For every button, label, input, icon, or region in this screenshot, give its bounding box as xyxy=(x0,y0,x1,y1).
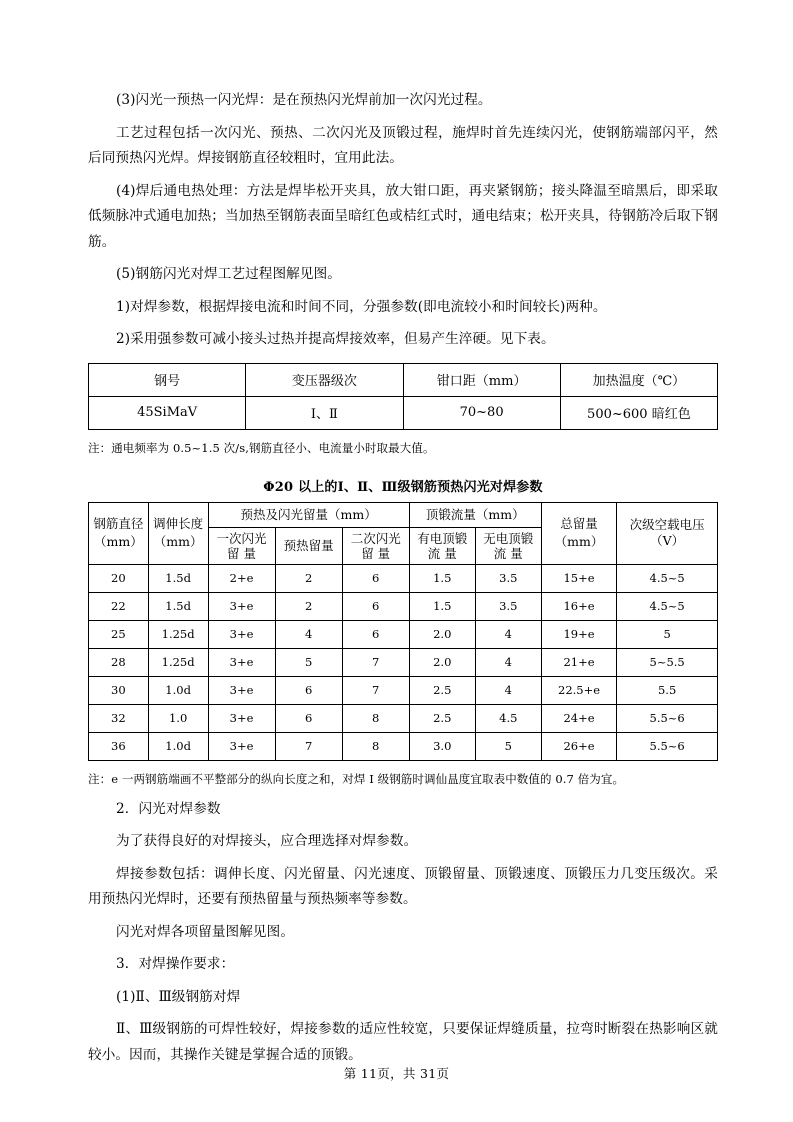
label-line1: 一次闪光 xyxy=(216,530,267,546)
cell: 1.0 xyxy=(148,704,208,732)
table-row xyxy=(89,732,718,760)
cell: 1.0d xyxy=(148,732,208,760)
cell: 25 xyxy=(89,620,149,648)
cell: 2.5 xyxy=(409,704,475,732)
label-line2: 留 量 xyxy=(227,545,257,561)
table-row xyxy=(89,648,718,676)
table2-header-bar-diameter xyxy=(89,502,149,564)
paragraph-6: 2)采用强参数可减小接头过热并提高焊接效率，但易产生淬硬。见下表。 xyxy=(116,331,555,347)
cell: 2+e xyxy=(208,564,275,592)
cell: 2.5 xyxy=(409,676,475,704)
paragraph-13: Ⅱ、Ⅲ级钢筋的可焊性较好，焊接参数的适应性较宽，只要保证焊缝质量，拉弯时断裂在热影响区就较小。因而，其操作关键是掌握合适的顶锻。 xyxy=(88,1021,718,1063)
cell: 15+e xyxy=(541,564,616,592)
table-row xyxy=(89,396,718,429)
cell: 1.5 xyxy=(409,592,475,620)
label-line2: （mm） xyxy=(153,534,203,549)
cell: 24+e xyxy=(541,704,616,732)
cell: 1.0d xyxy=(148,676,208,704)
table2-header-secondary-voltage xyxy=(617,502,718,564)
cell: 28 xyxy=(89,648,149,676)
cell: 30 xyxy=(89,676,149,704)
cell: 21+e xyxy=(541,648,616,676)
cell: 6 xyxy=(342,564,409,592)
paragraph-2: 工艺过程包括一次闪光、预热、二次闪光及顶锻过程，施焊时首先连续闪光，使钢筋端部闪平，然后同预热闪光焊。焊接钢筋直径较粗时，宜用此法。 xyxy=(88,124,718,166)
label-line1: 二次闪光 xyxy=(350,530,401,546)
cell: 3+e xyxy=(208,676,275,704)
cell: 7 xyxy=(342,676,409,704)
cell: 16+e xyxy=(541,592,616,620)
cell: 7 xyxy=(342,648,409,676)
cell: 22.5+e xyxy=(541,676,616,704)
cell: 1.5d xyxy=(148,564,208,592)
cell: 6 xyxy=(275,676,342,704)
cell: 7 xyxy=(275,732,342,760)
table-row xyxy=(89,592,718,620)
label-line2: 流 量 xyxy=(427,545,457,561)
cell: 5 xyxy=(475,732,541,760)
cell: 32 xyxy=(89,704,149,732)
label-line1: 有电顶锻 xyxy=(417,530,468,546)
table2-header-preheat-allowance: 预热留量 xyxy=(275,527,342,564)
cell: 3+e xyxy=(208,648,275,676)
cell: 4.5~5 xyxy=(617,592,718,620)
table2-header-powered-upset xyxy=(409,527,475,564)
table2-header-group-preheat-flash: 预热及闪光留量（mm） xyxy=(208,502,409,527)
welding-parameters-table-2 xyxy=(88,502,718,761)
paragraph-1: (3)闪光一预热一闪光焊：是在预热闪光焊前加一次闪光过程。 xyxy=(116,92,492,108)
paragraph-11: 3．对焊操作要求： xyxy=(116,956,235,972)
table1-container xyxy=(88,363,718,430)
label-line2: 流 量 xyxy=(493,545,523,561)
cell: 4 xyxy=(275,620,342,648)
table-row xyxy=(89,676,718,704)
label-line1: 调伸长度 xyxy=(153,516,204,531)
label-line1: 次级空载电压 xyxy=(629,517,705,532)
label-line1: 钢筋直径 xyxy=(93,516,144,531)
cell: 20 xyxy=(89,564,149,592)
table1-cell-0-2: 70~80 xyxy=(403,396,560,429)
cell: 5 xyxy=(617,620,718,648)
cell: 5.5 xyxy=(617,676,718,704)
cell: 3.5 xyxy=(475,592,541,620)
cell: 5 xyxy=(275,648,342,676)
cell: 2 xyxy=(275,564,342,592)
table-row xyxy=(89,704,718,732)
label-line2: （mm） xyxy=(94,534,143,549)
paragraph-7: 2．闪光对焊参数 xyxy=(116,800,221,817)
label-line2: （V） xyxy=(650,533,685,548)
cell: 4.5 xyxy=(475,704,541,732)
table1-cell-0-1: Ⅰ、Ⅱ xyxy=(246,396,403,429)
cell: 3.5 xyxy=(475,564,541,592)
label-line2: 留 量 xyxy=(361,545,391,561)
cell: 19+e xyxy=(541,620,616,648)
table2-note: 注：e 一两钢筋端画不平整部分的纵向长度之和，对焊 I 级钢筋时调仙昷度宜取表中数值的 0.7 倍为宜。 xyxy=(88,771,625,786)
cell: 3+e xyxy=(208,592,275,620)
table2-header-group-upset: 顶锻流量（mm） xyxy=(409,502,541,527)
cell: 2.0 xyxy=(409,648,475,676)
table-row xyxy=(89,620,718,648)
table1-header-cell-0: 钢号 xyxy=(89,363,246,396)
cell: 1.5 xyxy=(409,564,475,592)
cell: 5~5.5 xyxy=(617,648,718,676)
table1-header-cell-3: 加热温度（℃） xyxy=(560,363,717,396)
cell: 2.0 xyxy=(409,620,475,648)
cell: 2 xyxy=(275,592,342,620)
label-line2: （mm） xyxy=(554,534,604,549)
cell: 1.25d xyxy=(148,620,208,648)
paragraph-5: 1)对焊参数，根据焊接电流和时间不同，分强参数(即电流较小和时间较长)两种。 xyxy=(116,298,607,315)
table1-cell-0-3: 500~600 暗红色 xyxy=(560,396,717,429)
table2-title: Φ20 以上的Ⅰ、Ⅱ、Ⅲ级钢筋预热闪光对焊参数 xyxy=(263,479,543,495)
cell: 8 xyxy=(342,704,409,732)
table2-header-unpowered-upset xyxy=(475,527,541,564)
cell: 26+e xyxy=(541,732,616,760)
cell: 4.5~5 xyxy=(617,564,718,592)
table-row-header-group xyxy=(89,502,718,527)
cell: 4 xyxy=(475,648,541,676)
table1-cell-0-0: 45SiMaV xyxy=(89,396,246,429)
table-row-header xyxy=(89,363,718,396)
cell: 6 xyxy=(342,620,409,648)
label-line1: 无电顶锻 xyxy=(483,530,534,546)
cell: 6 xyxy=(275,704,342,732)
cell: 5.5~6 xyxy=(617,704,718,732)
page-footer: 第 11页，共 31页 xyxy=(343,1066,450,1081)
paragraph-3: (4)焊后通电热处理：方法是焊毕松开夹具，放大钳口距，再夹紧钢筋；接头降温至暗黑后，即采取低频脉冲式通电加热；当加热至钢筋表面呈暗红色或桔红式时，通电结束；松开夹具，待钢筋冷后取下钢筋。 xyxy=(88,182,718,250)
paragraph-4: (5)钢筋闪光对焊工艺过程图解见图。 xyxy=(116,266,341,282)
cell: 1.25d xyxy=(148,648,208,676)
cell: 6 xyxy=(342,592,409,620)
cell: 3.0 xyxy=(409,732,475,760)
welding-parameters-table-1 xyxy=(88,363,718,430)
table1-header-cell-1: 变压器级次 xyxy=(246,363,403,396)
cell: 22 xyxy=(89,592,149,620)
table1-header-cell-2: 钳口距（mm） xyxy=(403,363,560,396)
paragraph-8: 为了获得良好的对焊接头，应合理选择对焊参数。 xyxy=(116,833,418,849)
cell: 5.5~6 xyxy=(617,732,718,760)
cell: 4 xyxy=(475,620,541,648)
cell: 3+e xyxy=(208,704,275,732)
table2-header-extension-length xyxy=(148,502,208,564)
table1-note: 注：通电频率为 0.5~1.5 次/s,钢筋直径小、电流量小时取最大值。 xyxy=(88,440,435,455)
table2-header-first-flash xyxy=(208,527,275,564)
cell: 3+e xyxy=(208,620,275,648)
table-row xyxy=(89,564,718,592)
cell: 36 xyxy=(89,732,149,760)
cell: 4 xyxy=(475,676,541,704)
label-line1: 总留量 xyxy=(560,516,598,531)
paragraph-12: (1)Ⅱ、Ⅲ级钢筋对焊 xyxy=(116,988,241,1005)
table2-header-second-flash xyxy=(342,527,409,564)
table2-header-total-allowance xyxy=(541,502,616,564)
cell: 3+e xyxy=(208,732,275,760)
cell: 1.5d xyxy=(148,592,208,620)
paragraph-10: 闪光对焊各项留量图解见图。 xyxy=(116,923,295,940)
cell: 8 xyxy=(342,732,409,760)
paragraph-9: 焊接参数包括：调伸长度、闪光留量、闪光速度、顶锻留量、顶锻速度、顶锻压力几变压级次。采用预热闪光焊时，还要有预热留量与预热频率等参数。 xyxy=(88,865,718,907)
